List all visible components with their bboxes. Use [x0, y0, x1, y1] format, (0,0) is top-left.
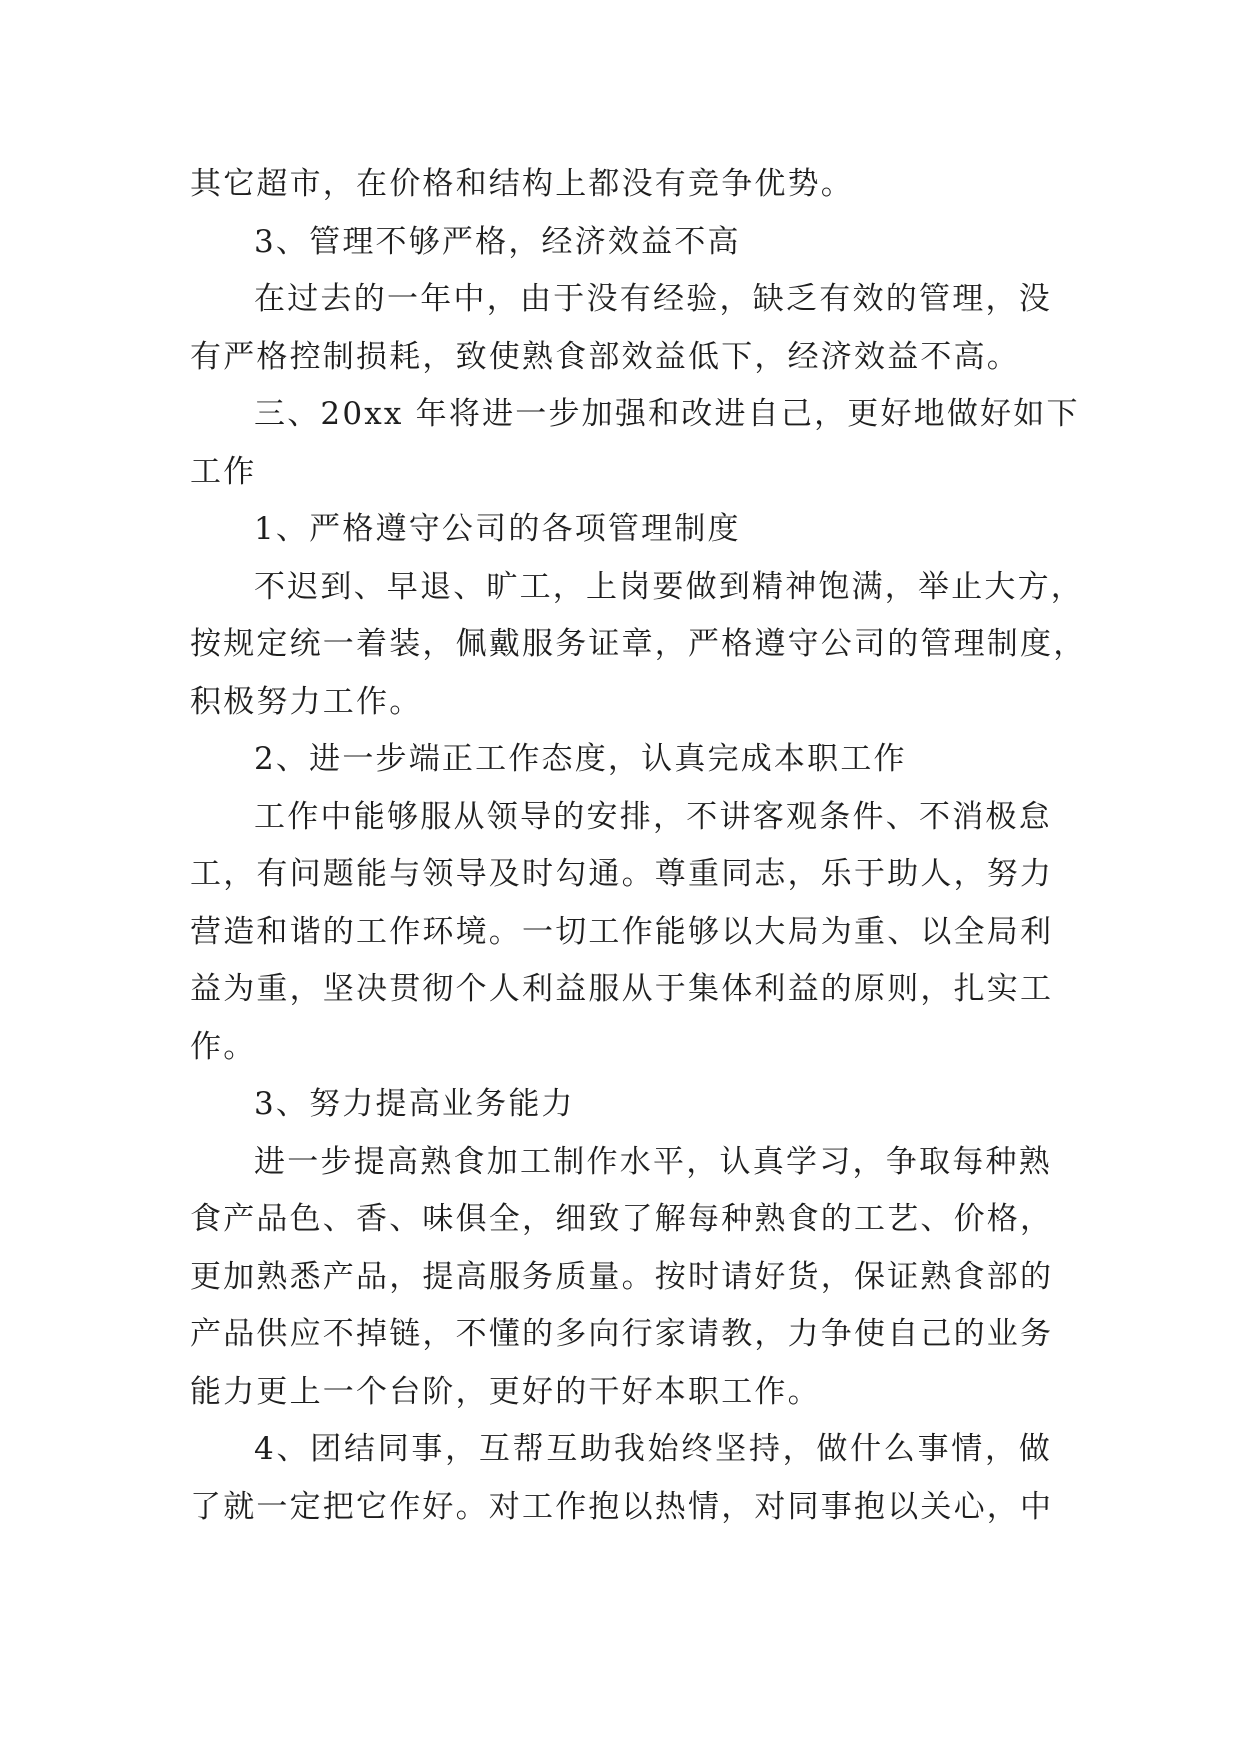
- text-line: 1、严格遵守公司的各项管理制度: [254, 511, 741, 547]
- text-line: 进一步提高熟食加工制作水平，认真学习，争取每种熟: [254, 1143, 1052, 1180]
- text-line: 不迟到、早退、旷工，上岗要做到精神饱满，举止大方，: [254, 568, 1084, 605]
- text-line: 按规定统一着装，佩戴服务证章，严格遵守公司的管理制度，: [190, 626, 1087, 662]
- text-line: 积极努力工作。: [190, 683, 423, 720]
- text-line: 工作: [190, 453, 257, 490]
- text-line: 产品供应不掉链，不懂的多向行家请教，力争使自己的业务: [190, 1316, 1054, 1352]
- text-line: 在过去的一年中，由于没有经验，缺乏有效的管理，没: [254, 281, 1052, 317]
- text-line: 了就一定把它作好。对工作抱以热情，对同事抱以关心，中: [190, 1488, 1054, 1525]
- text-line: 4、团结同事，互帮互助我始终坚持，做什么事情，做: [254, 1431, 1052, 1467]
- text-line: 工，有问题能与领导及时勾通。尊重同志，乐于助人，努力: [190, 856, 1054, 892]
- text-line: 更加熟悉产品，提高服务质量。按时请好货，保证熟食部的: [190, 1258, 1054, 1295]
- text-line: 2、进一步端正工作态度，认真完成本职工作: [254, 741, 907, 777]
- text-line: 营造和谐的工作环境。一切工作能够以大局为重、以全局利: [190, 913, 1054, 950]
- text-line: 作。: [190, 1028, 257, 1065]
- text-line: 益为重，坚决贯彻个人利益服从于集体利益的原则，扎实工: [190, 971, 1054, 1007]
- text-line: 三、20xx 年将进一步加强和改进自己，更好地做好如下: [254, 396, 1080, 432]
- text-line: 3、管理不够严格，经济效益不高: [254, 223, 741, 260]
- document-body: [190, 156, 1087, 1536]
- text-line: 有严格控制损耗，致使熟食部效益低下，经济效益不高。: [190, 338, 1020, 375]
- text-line: 能力更上一个台阶，更好的干好本职工作。: [190, 1373, 821, 1410]
- text-line: 其它超市，在价格和结构上都没有竞争优势。: [190, 166, 854, 202]
- text-line: 食产品色、香、味俱全，细致了解每种熟食的工艺、价格，: [190, 1201, 1054, 1237]
- text-line: 3、努力提高业务能力: [254, 1086, 575, 1122]
- text-line: 工作中能够服从领导的安排，不讲客观条件、不消极怠: [254, 798, 1052, 835]
